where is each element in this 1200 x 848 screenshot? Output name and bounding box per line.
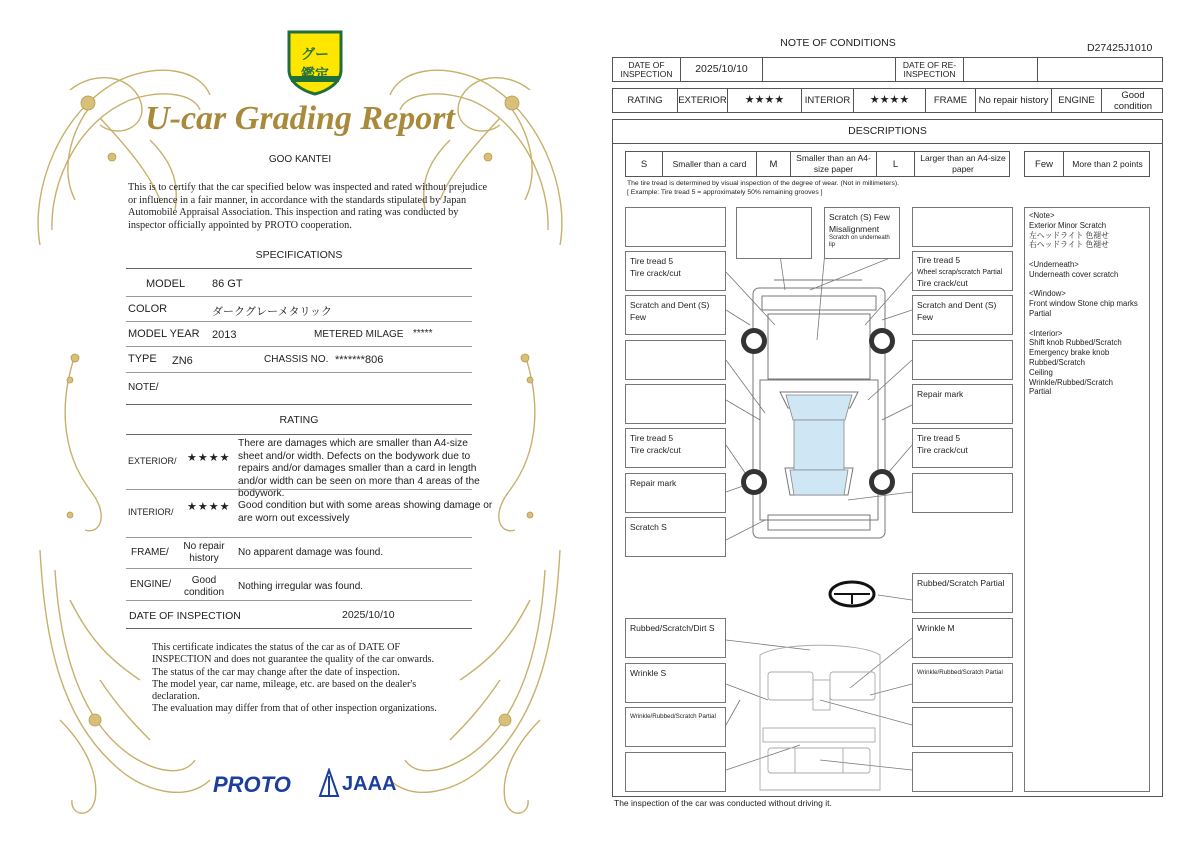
condition-box xyxy=(625,752,726,792)
date-of-inspection-value: 2025/10/10 xyxy=(342,609,395,621)
chassis-label: CHASSIS NO. xyxy=(264,354,329,365)
condition-box-interior-left-2: Wrinkle S xyxy=(625,663,726,703)
engine-value: Good condition xyxy=(1101,89,1164,112)
condition-box-left-scratch: Scratch S xyxy=(625,517,726,557)
notes-panel: <Note> Exterior Minor Scratch 左ヘッドライト 色褪せ 右ヘッドライト 色褪せ <Underneath> Underneath cover scratch <Window> Front window Stone chip marks Partial <Interior> Shift knob Rubbed/Scratch Emergency brake knob Rubbed/Scratch Ceiling Wrinkle/Rubbed/Scratch Partial xyxy=(1024,207,1150,792)
document-id: D27425J1010 xyxy=(1087,42,1153,54)
divider xyxy=(126,600,472,601)
engine-label: ENGINE/ xyxy=(130,579,172,590)
legend-m-desc: Smaller than an A4-size paper xyxy=(790,152,876,176)
note-of-conditions xyxy=(600,0,1200,848)
date-of-inspection-value: 2025/10/10 xyxy=(680,58,762,81)
condition-box xyxy=(912,707,1013,747)
condition-box-left-repair: Repair mark xyxy=(625,473,726,513)
condition-box-front-left-tire: Tire tread 5 Tire crack/cut xyxy=(625,251,726,291)
rating-label: RATING xyxy=(627,95,663,106)
condition-box-scratch-front: Scratch (S) Few Misalignment Scratch on underneath lip xyxy=(824,207,900,259)
model-label: MODEL xyxy=(146,278,186,290)
engine-label: ENGINE xyxy=(1051,89,1101,112)
condition-box xyxy=(625,207,726,247)
tread-note-2: [ Example: Tire tread 5 = approximately 50% remaining grooves ] xyxy=(627,189,823,196)
condition-box-interior-right-2: Wrinkle/Rubbed/Scratch Partial xyxy=(912,663,1013,703)
interior-stars: ★★★★ xyxy=(187,501,231,513)
divider xyxy=(126,568,472,569)
interior-label: INTERIOR xyxy=(801,89,853,112)
divider xyxy=(126,346,472,347)
divider xyxy=(126,434,472,435)
interior-label: INTERIOR/ xyxy=(128,507,174,517)
tread-note-1: The tire tread is determined by visual inspection of the degree of wear. (Not in millimeters). xyxy=(627,180,899,187)
condition-box-rear-left-tire: Tire tread 5 Tire crack/cut xyxy=(625,428,726,468)
color-value: ダークグレーメタリック xyxy=(212,306,333,318)
rating-heading: RATING xyxy=(279,414,319,426)
model-value: 86 GT xyxy=(212,278,243,290)
chassis-value: *******806 xyxy=(335,354,384,366)
certificate-footer: This certificate indicates the status of the car as of DATE OF INSPECTION and does not guarantee the quality of the car onwards. The status of the car may change after the date of inspection. The model year, car name, mileage, etc. are based on the dealer's declaration. The evaluation may differ from that of other inspection organizations. xyxy=(152,642,437,715)
condition-box-interior-left-3: Wrinkle/Rubbed/Scratch Partial xyxy=(625,707,726,747)
frame-description: No apparent damage was found. xyxy=(238,547,384,558)
legend-m: M xyxy=(756,152,790,176)
legend-l-desc: Larger than an A4-size paper xyxy=(914,152,1011,176)
badge-text: グー鑑定 xyxy=(301,46,329,82)
frame-value: No repair history xyxy=(975,89,1051,112)
model-year-value: 2013 xyxy=(212,329,237,341)
exterior-label: EXTERIOR xyxy=(677,89,727,112)
note-label: NOTE/ xyxy=(128,382,159,393)
frame-label: FRAME xyxy=(925,89,975,112)
color-label: COLOR xyxy=(128,303,168,315)
date-of-inspection-label: DATE OF INSPECTION xyxy=(620,59,673,79)
interior-description: Good condition but with some areas showing damage or are worn out excessively xyxy=(238,500,493,524)
condition-box-front-right-tire: Tire tread 5 Wheel scrap/scratch Partial Tire crack/cut xyxy=(912,251,1013,291)
date-of-inspection-label: DATE OF INSPECTION xyxy=(129,610,241,622)
divider xyxy=(126,628,472,629)
engine-description: Nothing irregular was found. xyxy=(238,581,364,592)
condition-box-interior-right-1: Wrinkle M xyxy=(912,618,1013,658)
exterior-description: There are damages which are smaller than A4-size sheet and/or width. Defects on the bodywork due to repairs and/or damages smaller than a card in length and/or width can be seen on more than 4 areas of the bodywork. xyxy=(238,438,480,499)
condition-box-right-dent: Scratch and Dent (S) Few xyxy=(912,295,1013,335)
frame-value: No repair history xyxy=(183,541,225,564)
conditions-title: NOTE OF CONDITIONS xyxy=(780,37,896,49)
conditions-footer: The inspection of the car was conducted without driving it. xyxy=(614,798,832,808)
condition-box-right-repair: Repair mark xyxy=(912,384,1013,424)
jaaa-logo: JAAA xyxy=(342,773,397,795)
exterior-stars: ★★★★ xyxy=(727,89,801,112)
certificate-title: U-car Grading Report xyxy=(145,100,455,137)
mileage-label: METERED MILAGE xyxy=(314,329,404,340)
model-year-label: MODEL YEAR xyxy=(128,328,200,340)
condition-box xyxy=(736,207,812,259)
condition-box xyxy=(912,340,1013,380)
legend-s-desc: Smaller than a card xyxy=(662,152,756,176)
engine-value: Good condition xyxy=(183,575,225,598)
mileage-value: ***** xyxy=(413,328,433,339)
divider xyxy=(126,296,472,297)
divider xyxy=(126,404,472,405)
condition-box-interior-left-1: Rubbed/Scratch/Dirt S xyxy=(625,618,726,658)
condition-box xyxy=(625,340,726,380)
proto-logo: PROTO xyxy=(213,772,291,797)
divider xyxy=(126,321,472,322)
type-label: TYPE xyxy=(128,353,157,365)
legend-few-desc: More than 2 points xyxy=(1063,152,1151,176)
condition-box xyxy=(912,207,1013,247)
condition-box-left-dent: Scratch and Dent (S) Few xyxy=(625,295,726,335)
certificate-intro: This is to certify that the car specified below was inspected and rated without prejudice or influence in a fair manner, in accordance with the standards stipulated by Japan Automobile Appraisal Association. This inspection and rating was conducted by inspector officially appointed by PROTO cooperation. xyxy=(128,182,488,231)
legend-s: S xyxy=(640,158,648,170)
jaaa-logo-icon xyxy=(318,768,340,798)
divider xyxy=(126,268,472,269)
condition-box xyxy=(912,473,1013,513)
descriptions-heading: DESCRIPTIONS xyxy=(612,119,1163,144)
re-inspection-label: DATE OF RE-INSPECTION xyxy=(895,58,963,81)
specifications-heading: SPECIFICATIONS xyxy=(255,249,343,261)
legend-few: Few xyxy=(1035,158,1053,170)
exterior-stars: ★★★★ xyxy=(187,452,231,464)
exterior-label: EXTERIOR/ xyxy=(128,456,177,466)
condition-box-rear-right-tire: Tire tread 5 Tire crack/cut xyxy=(912,428,1013,468)
interior-stars: ★★★★ xyxy=(853,89,925,112)
type-value: ZN6 xyxy=(172,355,193,367)
legend-l: L xyxy=(876,152,914,176)
condition-box xyxy=(912,752,1013,792)
divider xyxy=(126,489,472,490)
certificate-subtitle: GOO KANTEI xyxy=(268,154,332,165)
condition-box xyxy=(625,384,726,424)
divider xyxy=(126,537,472,538)
condition-box-steering: Rubbed/Scratch Partial xyxy=(912,573,1013,613)
divider xyxy=(126,372,472,373)
frame-label: FRAME/ xyxy=(131,547,169,558)
